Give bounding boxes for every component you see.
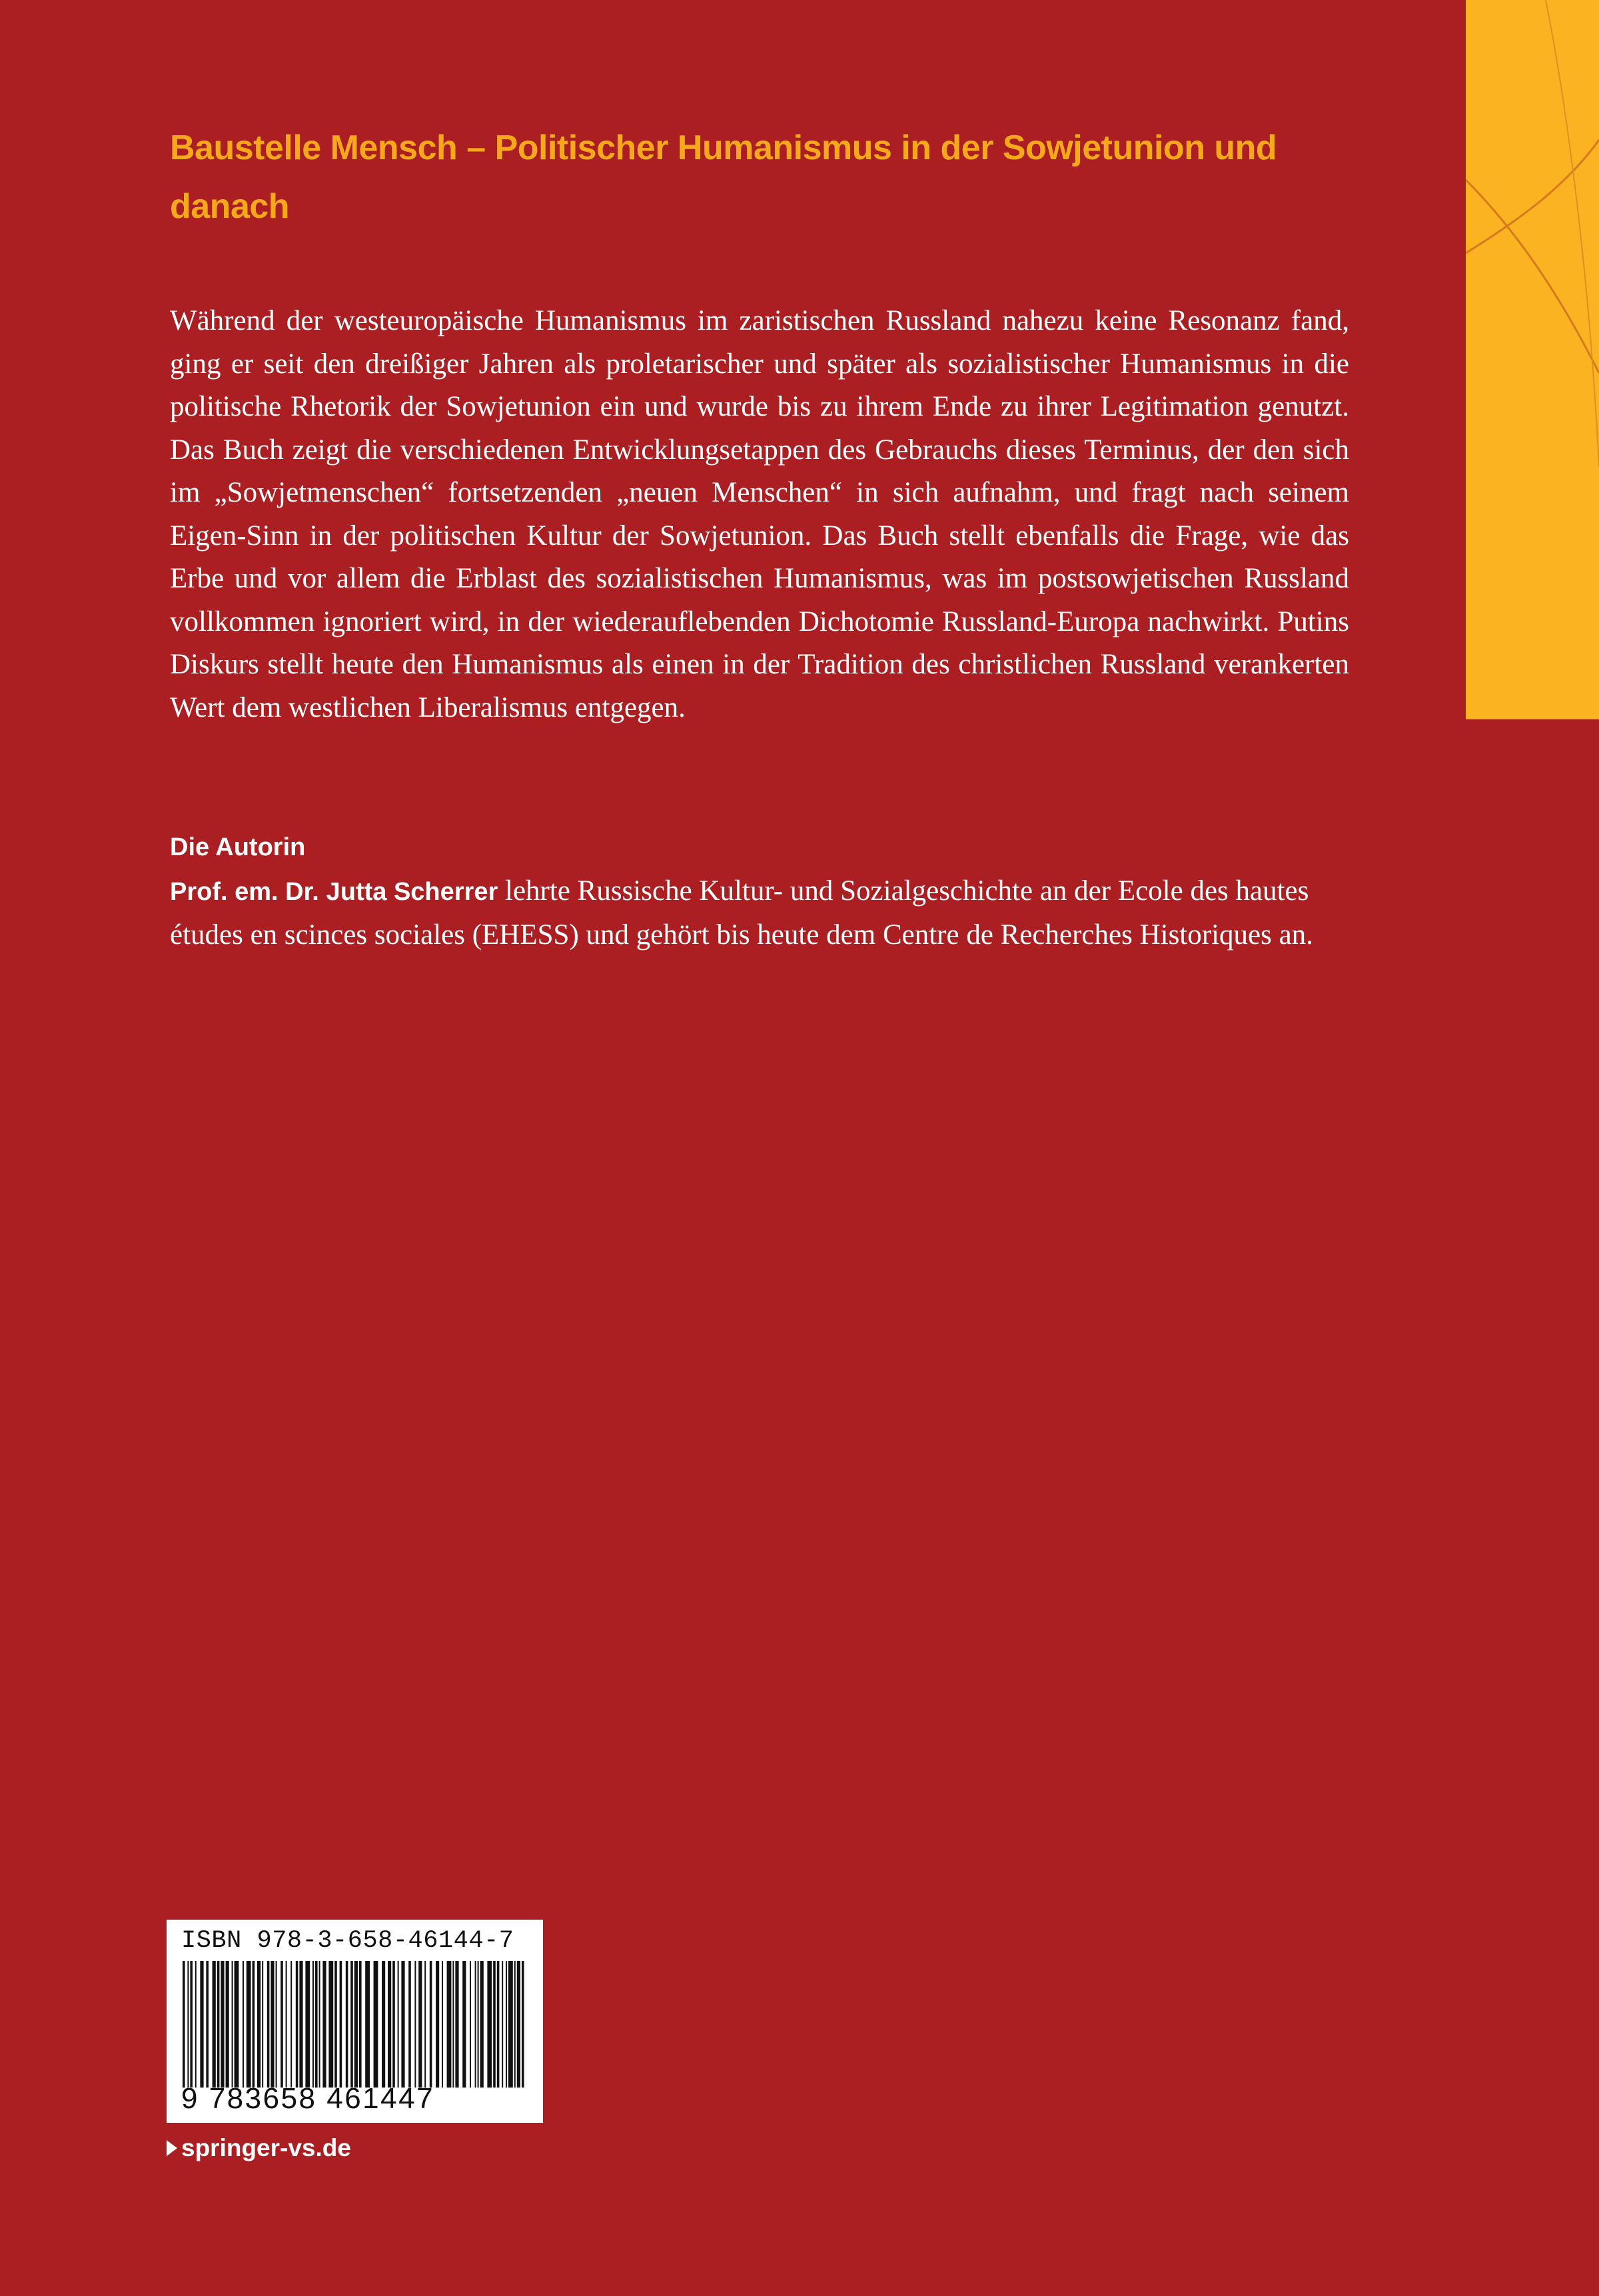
barcode-bar [217, 1961, 220, 2088]
barcode-bar [392, 1961, 395, 2088]
barcode-bar [190, 1961, 193, 2088]
barcode-bar [183, 1961, 185, 2088]
barcode-bar [455, 1961, 458, 2088]
barcode-bar [290, 1961, 292, 2088]
barcode-bar [418, 1961, 422, 2088]
barcode-bar [398, 1961, 399, 2088]
barcode-bar [462, 1961, 466, 2088]
barcode-bar [262, 1961, 263, 2088]
barcode-bar [493, 1961, 496, 2088]
barcode-bar [442, 1961, 443, 2088]
barcode-bar [280, 1961, 283, 2088]
author-bio-text: lehrte Russische Kultur- und Sozialgeschichte an der Ecole des hautes études en scinces sociales (EHESS) und gehört bis heute dem Centre de Recherches Historiques an. [170, 875, 1313, 951]
author-bio-paragraph [170, 870, 1349, 957]
barcode-bar [480, 1961, 484, 2088]
barcode-bar [487, 1961, 492, 2088]
barcode-bar [305, 1961, 310, 2088]
barcode-bar [350, 1961, 353, 2088]
barcode-bar [286, 1961, 287, 2088]
barcode-digits: 9 783658 461447 [181, 2082, 435, 2115]
book-title: Baustelle Mensch – Politischer Humanismus in der Sowjetunion und danach [170, 129, 1277, 226]
barcode-bar [502, 1961, 503, 2088]
barcode-bar [328, 1961, 333, 2088]
barcode-bar [226, 1961, 229, 2088]
barcode-bar [312, 1961, 314, 2088]
barcode-bar [508, 1961, 513, 2088]
barcode-bar [365, 1961, 370, 2088]
publisher-url: springer-vs.de [181, 2134, 351, 2161]
barcode-bar [514, 1961, 516, 2088]
isbn-barcode [167, 1920, 543, 2123]
barcode-bar [475, 1961, 476, 2088]
barcode-bar [276, 1961, 277, 2088]
barcode-bar [206, 1961, 209, 2088]
barcode-bar [299, 1961, 302, 2088]
author-heading: Die Autorin [170, 833, 306, 861]
barcode-bar [517, 1961, 520, 2088]
barcode-bar [436, 1961, 439, 2088]
author-name: Jutta Scherrer [326, 878, 498, 906]
barcode-bar [430, 1961, 432, 2088]
barcode-bar [296, 1961, 298, 2088]
barcode-bar [213, 1961, 216, 2088]
barcode-bar [359, 1961, 362, 2088]
barcode-bar [232, 1961, 233, 2088]
barcode-bar [315, 1961, 318, 2088]
arrow-right-icon [167, 2140, 177, 2156]
barcode-bar [447, 1961, 452, 2088]
barcode-bar [452, 1961, 454, 2088]
barcode-bar [235, 1961, 239, 2088]
barcode-bar [388, 1961, 391, 2088]
barcode-bar [382, 1961, 385, 2088]
barcode-bar [322, 1961, 326, 2088]
barcode-bar [247, 1961, 251, 2088]
barcode-bar [424, 1961, 426, 2088]
barcode-bar [470, 1961, 471, 2088]
decorative-curves-icon [1466, 0, 1599, 719]
barcode-bar [270, 1961, 274, 2088]
isbn-label: ISBN 978-3-658-46144-7 [181, 1927, 514, 1955]
barcode-bar [478, 1961, 479, 2088]
barcode-bar [253, 1961, 255, 2088]
author-title-prefix: Prof. em. Dr. [170, 878, 319, 906]
barcode-bar [354, 1961, 358, 2088]
corner-accent-graphic [1466, 0, 1599, 719]
barcode-bar [221, 1961, 224, 2088]
book-description: Während der westeuropäische Humanismus im zaristischen Russland nahezu keine Resonanz fand, ging er seit den dreißiger Jahren als proletarischer und später als sozialistischer Humanismus in die politische Rhetorik der Sowjetunion ein und wurde bis zu ihrem Ende zu ihrer Legitimation genutzt. Das Buch zeigt die verschiedenen Entwicklungsetappen des Gebrauchs dieses Terminus, der den sich im „Sowjetmenschen“ fortsetzenden „neuen Menschen“ in sich aufnahm, und fragt nach seinem Eigen-Sinn in der politischen Kultur der Sowjetunion. Das Buch stellt ebenfalls die Frage, wie das Erbe und vor allem die Erblast des sozialistischen Humanismus, was im postsowjetischen Russland vollkommen ignoriert wird, in der wiederauflebenden Dichotomie Russland-Europa nachwirkt. Putins Diskurs stellt heute den Humanismus als einen in der Tradition des christlichen Russland verankerten Wert dem westlichen Liberalismus entgegen. [170, 305, 1349, 723]
barcode-bar [334, 1961, 337, 2088]
barcode-bar [506, 1961, 507, 2088]
barcode-bar [267, 1961, 270, 2088]
publisher-link[interactable] [167, 2131, 351, 2165]
barcode-bars-icon [181, 1961, 528, 2088]
barcode-bar [187, 1961, 189, 2088]
barcode-bar [374, 1961, 378, 2088]
barcode-bar [414, 1961, 416, 2088]
barcode-bar [340, 1961, 342, 2088]
barcode-bar [257, 1961, 261, 2088]
barcode-bar [200, 1961, 203, 2088]
barcode-bar [522, 1961, 524, 2088]
barcode-bar [243, 1961, 244, 2088]
barcode-bar [319, 1961, 320, 2088]
barcode-bar [497, 1961, 500, 2088]
barcode-bar [401, 1961, 404, 2088]
barcode-bar [346, 1961, 348, 2088]
barcode-bar [195, 1961, 197, 2088]
barcode-bar [408, 1961, 411, 2088]
